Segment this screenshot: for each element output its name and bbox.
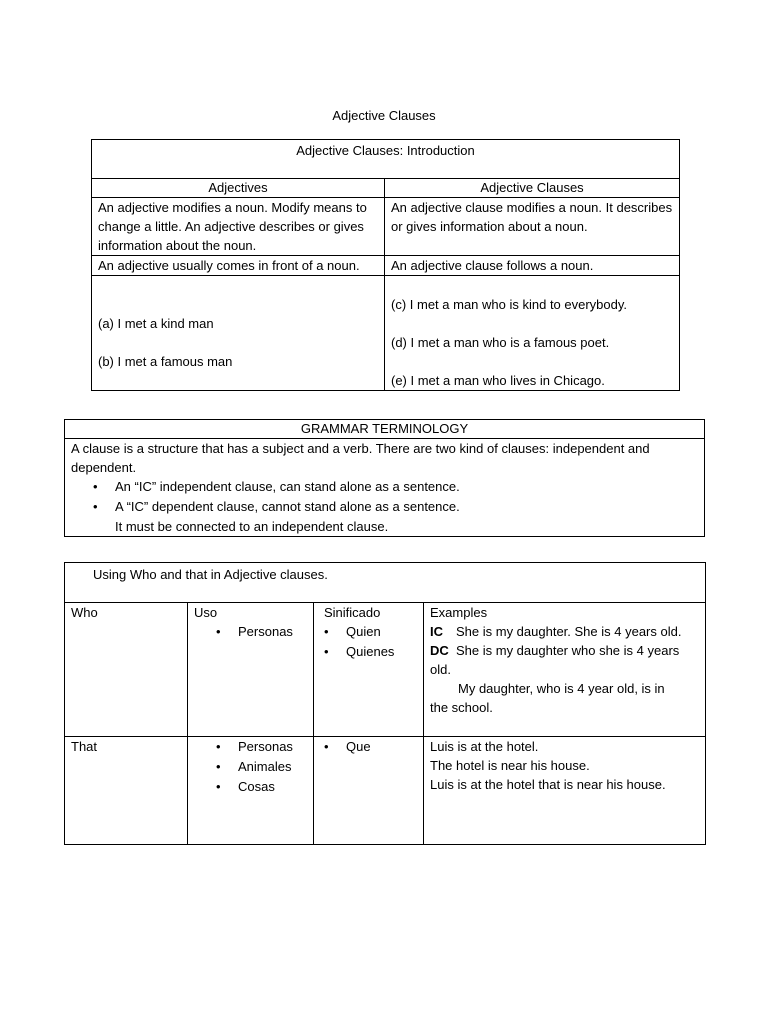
example-c: (c) I met a man who is kind to everybody. [391,297,628,312]
extra-example: My daughter, who is 4 year old, is in [458,681,665,696]
that-significado-list [346,737,417,757]
who-uso-list [238,622,307,642]
who-uso [188,603,314,737]
intro-table [91,139,680,391]
examples-adjective-clause [385,276,680,391]
terminology-bullet: • A “IC” dependent clause, cannot stand alone as a sentence. [115,497,698,517]
that-uso [188,737,314,845]
significado-item: • Quien [346,622,417,642]
example-a: (a) I met a kind man [98,316,214,331]
who-significado [314,603,424,737]
that-label: That [65,737,188,845]
dc-text: She is my daughter who she is 4 years old. [430,643,680,677]
definition-adjective: An adjective modifies a noun. Modify means to change a little. An adjective describes or gives information about the noun. [92,198,385,256]
terminology-body [65,439,705,537]
uso-item: • Personas [238,737,307,757]
significado-label: Sinificado [324,605,381,620]
terminology-title: GRAMMAR TERMINOLOGY [65,420,705,439]
example-d: (d) I met a man who is a famous poet. [391,335,610,350]
who-examples [424,603,706,737]
significado-item: • Quienes [346,642,417,662]
position-adjective-clause: An adjective clause follows a noun. [385,256,680,276]
extra-example-end: the school. [430,700,493,715]
header-adjectives: Adjectives [92,179,385,198]
that-significado [314,737,424,845]
dc-tag: DC [430,643,449,658]
who-significado-list [346,622,417,662]
that-example: The hotel is near his house. [430,758,590,773]
that-example: Luis is at the hotel that is near his house. [430,777,666,792]
terminology-bullet: • An “IC” independent clause, can stand alone as a sentence. [115,477,698,497]
ic-tag: IC [430,624,443,639]
usage-table [64,562,706,845]
terminology-list [115,477,698,517]
terminology-intro: A clause is a structure that has a subject and a verb. There are two kind of clauses: independent and dependent. [71,441,650,475]
uso-item: • Animales [238,757,307,777]
ic-example [430,622,699,641]
that-examples [424,737,706,845]
uso-item: • Personas [238,622,307,642]
page-title: Adjective Clauses [332,108,436,123]
ic-text: She is my daughter. She is 4 years old. [456,624,682,639]
example-b: (b) I met a famous man [98,354,233,369]
example-e: (e) I met a man who lives in Chicago. [391,373,605,388]
examples-adjective [92,276,385,391]
examples-label: Examples [430,605,488,620]
who-label: Who [65,603,188,737]
uso-item: • Cosas [238,777,307,797]
that-uso-list [238,737,307,797]
usage-table-title: Using Who and that in Adjective clauses. [65,563,706,603]
terminology-table [64,419,705,537]
dc-example [430,641,699,679]
definition-adjective-clause: An adjective clause modifies a noun. It describes or gives information about a noun. [385,198,680,256]
uso-label: Uso [194,605,218,620]
intro-table-title: Adjective Clauses: Introduction [92,140,680,179]
that-example: Luis is at the hotel. [430,739,539,754]
position-adjective: An adjective usually comes in front of a noun. [92,256,385,276]
terminology-continuation: It must be connected to an independent clause. [115,519,389,534]
significado-item: • Que [346,737,417,757]
header-adjective-clauses: Adjective Clauses [385,179,680,198]
